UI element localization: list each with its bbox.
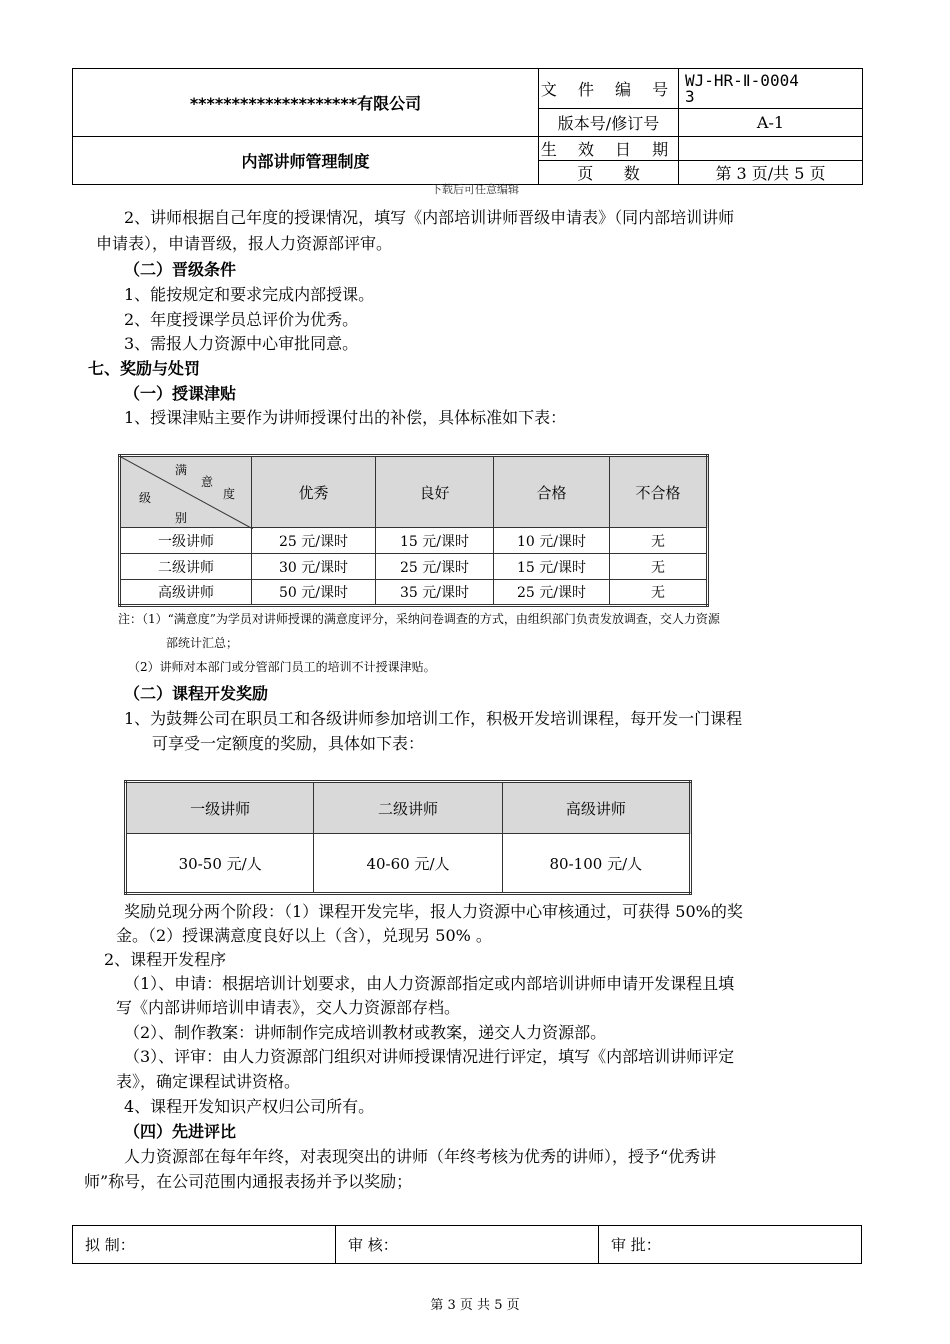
dev-reward-line1: 1、为鼓舞公司在职员工和各级讲师参加培训工作，积极开发培训课程，每开发一门课程: [124, 709, 743, 728]
column-header: 一级讲师: [126, 782, 314, 834]
table-cell: 25 元/课时: [376, 554, 494, 580]
redeem-line1: 奖励兑现分两个阶段：（1）课程开发完毕，报人力资源中心审核通过，可获得 50%的奖: [124, 902, 743, 921]
table-row: [126, 834, 691, 894]
table-row: [120, 528, 708, 554]
teaching-subsidy-table: [118, 454, 709, 607]
heading-advanced-evaluation: （四）先进评比: [124, 1122, 237, 1141]
page-footer: 第 3 页 共 5 页: [430, 1298, 520, 1313]
column-header: 不合格: [610, 456, 708, 528]
table-cell: 无: [610, 580, 708, 606]
promotion-item-2: 2、年度授课学员总评价为优秀。: [124, 310, 359, 329]
procedure-3-line2: 表》，确定课程试讲资格。: [116, 1072, 301, 1091]
subsidy-intro: 1、授课津贴主要作为讲师授课付出的补偿，具体标准如下表：: [124, 408, 567, 427]
procedure-1-line1: （1）、申请：根据培训计划要求，由人力资源部指定或内部培训讲师申请开发课程且填: [124, 974, 735, 993]
heading-rewards-penalties: 七、奖励与处罚: [88, 359, 201, 378]
table-cell: 15 元/课时: [376, 528, 494, 554]
heading-course-dev-reward: （二）课程开发奖励: [124, 684, 269, 703]
table-cell: 25 元/课时: [252, 528, 376, 554]
draft-field: 拟 制：: [73, 1226, 336, 1264]
table-cell: 30 元/课时: [252, 554, 376, 580]
document-header-table: [72, 68, 863, 185]
table-row: [120, 554, 708, 580]
download-note: 下载后可任意编辑: [431, 183, 519, 196]
heading-teaching-subsidy: （一）授课津贴: [124, 384, 237, 403]
column-header: 良好: [376, 456, 494, 528]
signoff-table: [72, 1225, 862, 1264]
diag-top-3: 度: [223, 487, 236, 501]
version-value: A-1: [679, 109, 863, 137]
column-header: 高级讲师: [502, 782, 690, 834]
diag-top-2: 意: [201, 475, 214, 489]
table-cell: 10 元/课时: [494, 528, 610, 554]
diagonal-header-cell: [120, 456, 252, 528]
table-cell: 35 元/课时: [376, 580, 494, 606]
effective-date-value: [679, 137, 863, 161]
procedure-1-line2: 写《内部讲师培训申请表》，交人力资源部存档。: [116, 998, 461, 1017]
advanced-eval-line1: 人力资源部在每年年终，对表现突出的讲师（年终考核为优秀的讲师），授予“优秀讲: [124, 1147, 717, 1166]
paragraph-apply-line2: 申请表），申请晋级，报人力资源部评审。: [96, 234, 393, 253]
page-count-label: 页 数: [539, 161, 679, 185]
table-cell: 40-60 元/人: [314, 834, 502, 894]
dev-reward-line2: 可享受一定额度的奖励，具体如下表：: [152, 734, 425, 753]
course-dev-reward-table: [124, 780, 692, 895]
promotion-item-1: 1、能按规定和要求完成内部授课。: [124, 285, 375, 304]
version-label: 版本号/修订号: [539, 109, 679, 137]
doc-no-label: 文 件 编 号: [539, 69, 679, 109]
document-title: 内部讲师管理制度: [73, 137, 539, 185]
note-2: （2）讲师对本部门或分管部门员工的培训不计授课津贴。: [128, 660, 436, 674]
procedure-3-line1: （3）、评审：由人力资源部门组织对讲师授课情况进行评定，填写《内部培训讲师评定: [124, 1047, 735, 1066]
doc-no-value: WJ-HR-Ⅱ-0004 3: [679, 69, 863, 109]
table-cell: 30-50 元/人: [126, 834, 314, 894]
table-cell: 无: [610, 528, 708, 554]
table-cell: 无: [610, 554, 708, 580]
table-cell: 80-100 元/人: [502, 834, 690, 894]
company-name: ********************有限公司: [73, 69, 539, 137]
note-1-line1: 注：（1）“满意度”为学员对讲师授课的满意度评分，采纳问卷调查的方式，由组织部门负责发放调查，交人力资源: [118, 612, 720, 626]
table-row: [120, 580, 708, 606]
row-label: 高级讲师: [120, 580, 252, 606]
review-field: 审 核：: [336, 1226, 599, 1264]
redeem-line2: 金。（2）授课满意度良好以上（含），兑现另 50% 。: [116, 926, 492, 945]
procedure-2: （2）、制作教案：讲师制作完成培训教材或教案，递交人力资源部。: [124, 1023, 607, 1042]
table-cell: 25 元/课时: [494, 580, 610, 606]
column-header: 二级讲师: [314, 782, 502, 834]
table-cell: 50 元/课时: [252, 580, 376, 606]
effective-date-label: 生 效 日 期: [539, 137, 679, 161]
diag-bottom-2: 别: [175, 511, 188, 525]
procedure-4: 4、课程开发知识产权归公司所有。: [124, 1097, 375, 1116]
row-label: 一级讲师: [120, 528, 252, 554]
course-dev-procedure-title: 2、课程开发程序: [104, 950, 227, 969]
paragraph-apply-line1: 2、讲师根据自己年度的授课情况，填写《内部培训讲师晋级申请表》（同内部培训讲师: [124, 208, 735, 227]
note-1-line2: 部统计汇总；: [166, 636, 239, 650]
column-header: 优秀: [252, 456, 376, 528]
page-count-value: 第 3 页/共 5 页: [679, 161, 863, 185]
diag-bottom-1: 级: [139, 491, 152, 505]
promotion-item-3: 3、需报人力资源中心审批同意。: [124, 334, 359, 353]
column-header: 合格: [494, 456, 610, 528]
diag-top-1: 满: [175, 463, 188, 477]
advanced-eval-line2: 师”称号，在公司范围内通报表扬并予以奖励；: [84, 1172, 413, 1191]
row-label: 二级讲师: [120, 554, 252, 580]
table-cell: 15 元/课时: [494, 554, 610, 580]
approve-field: 审 批：: [599, 1226, 862, 1264]
heading-promotion-conditions: （二）晋级条件: [124, 260, 237, 279]
